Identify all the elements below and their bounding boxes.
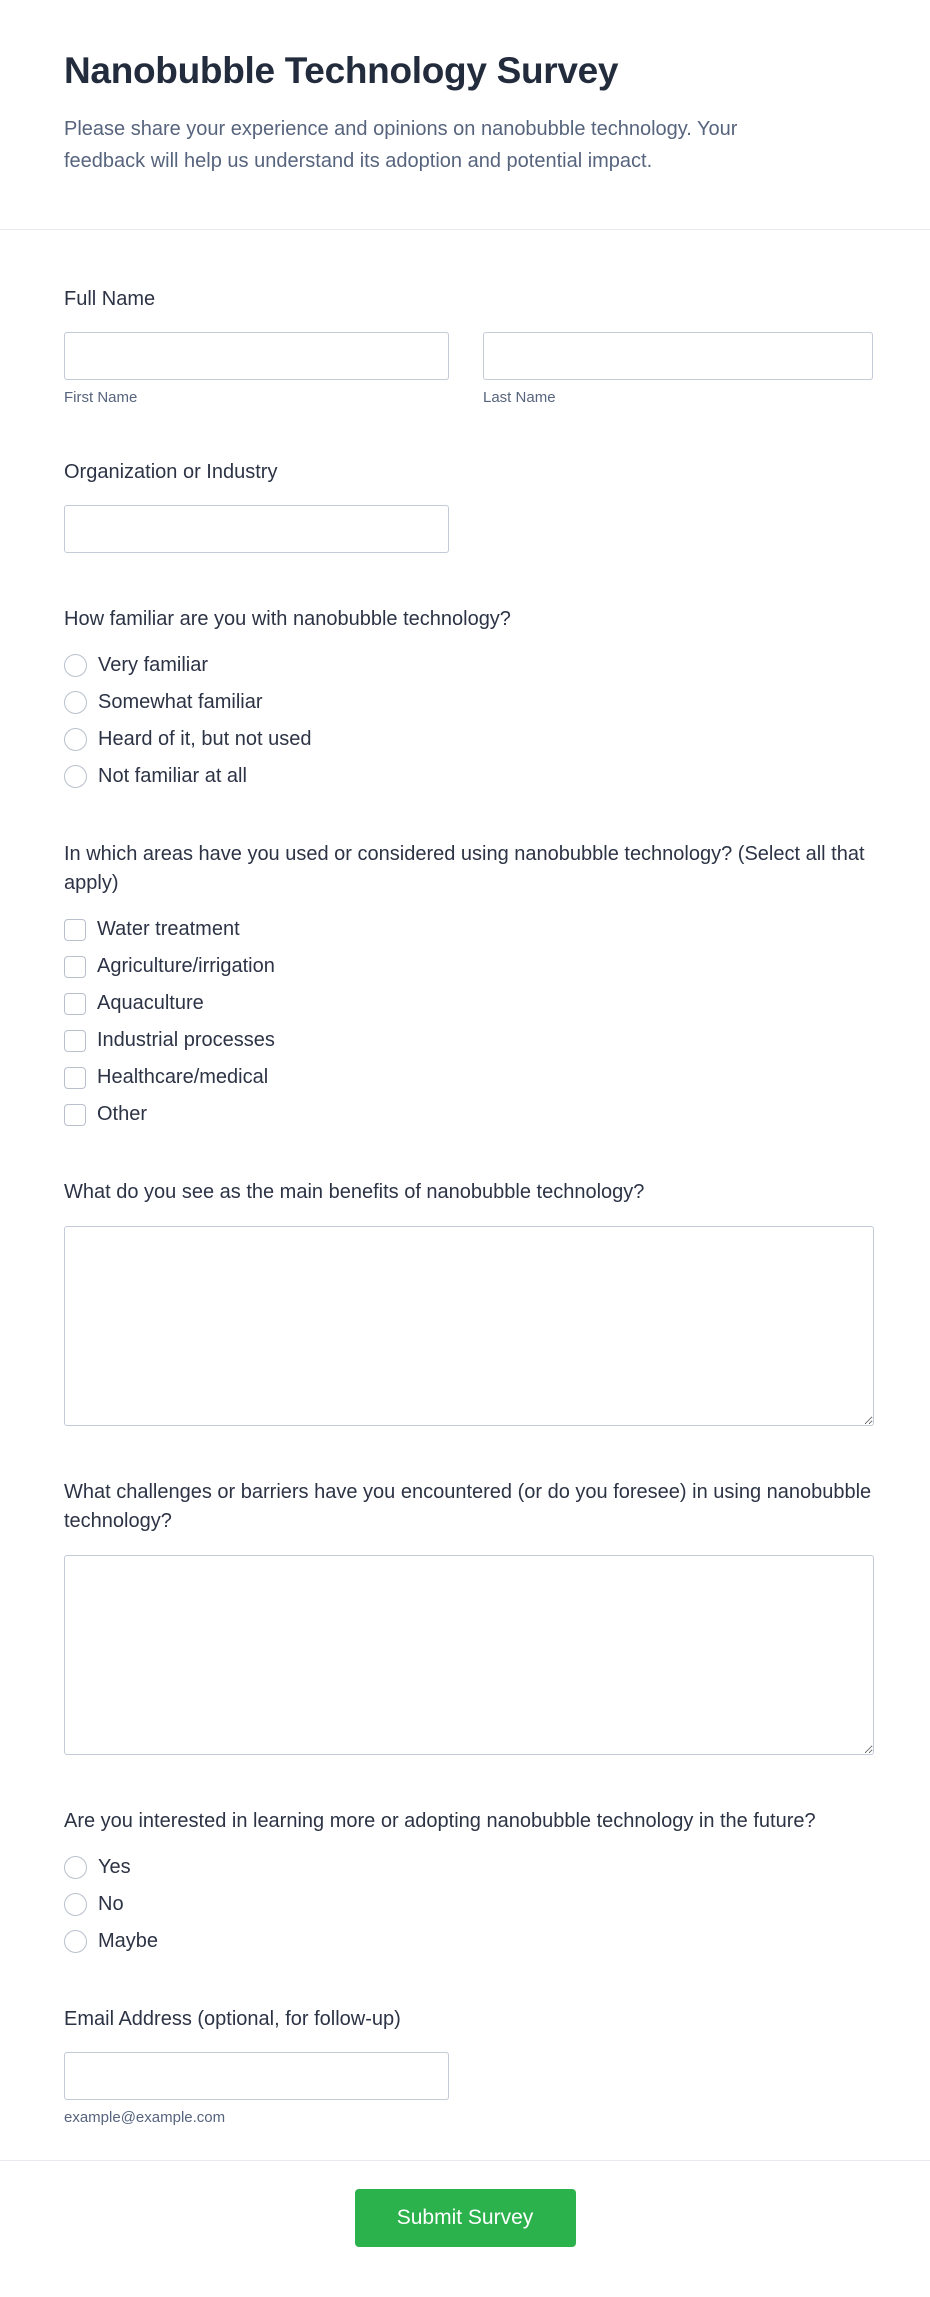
full-name-label: Full Name [64,288,156,311]
option-label: No [98,1893,124,1916]
radio-icon[interactable] [64,765,87,788]
radio-option-yes[interactable] [64,1856,874,1879]
option-label: Agriculture/irrigation [97,955,275,978]
areas-options [64,918,874,1126]
form-body [0,285,930,2126]
field-benefits [64,1178,874,1426]
field-organization [64,458,874,553]
checkbox-icon[interactable] [64,919,86,941]
checkbox-icon[interactable] [64,1030,86,1052]
field-challenges [64,1478,874,1755]
email-label: Email Address (optional, for follow-up) [64,2008,401,2031]
email-sublabel: example@example.com [64,2109,226,2127]
first-name-input[interactable] [64,332,449,380]
checkbox-icon[interactable] [64,993,86,1015]
email-input[interactable] [64,2052,449,2100]
option-label: Maybe [98,1930,159,1953]
option-label: Water treatment [97,918,240,941]
radio-icon[interactable] [64,691,87,714]
submit-area [0,2161,930,2297]
option-label: Industrial processes [97,1029,275,1052]
option-label: Very familiar [98,654,209,677]
first-name-group [64,332,449,406]
benefits-textarea[interactable] [64,1226,874,1426]
radio-icon[interactable] [64,728,87,751]
form-header [0,0,930,229]
checkbox-icon[interactable] [64,956,86,978]
checkbox-option-industrial[interactable] [64,1029,874,1052]
familiarity-label: How familiar are you with nanobubble technology? [64,608,511,631]
submit-button[interactable]: Submit Survey [355,2189,576,2247]
radio-icon[interactable] [64,1856,87,1879]
checkbox-option-other[interactable] [64,1103,874,1126]
checkbox-option-water-treatment[interactable] [64,918,874,941]
last-name-sublabel: Last Name [483,389,556,407]
challenges-textarea[interactable] [64,1555,874,1755]
organization-input[interactable] [64,505,449,553]
form-title: Nanobubble Technology Survey [64,50,619,91]
checkbox-option-agriculture[interactable] [64,955,874,978]
option-label: Heard of it, but not used [98,728,312,751]
radio-icon[interactable] [64,1893,87,1916]
radio-option-maybe[interactable] [64,1930,874,1953]
option-label: Healthcare/medical [97,1066,269,1089]
option-label: Other [97,1103,148,1126]
header-divider [0,229,930,230]
option-label: Aquaculture [97,992,204,1015]
option-label: Somewhat familiar [98,691,263,714]
field-familiarity [64,605,874,788]
checkbox-icon[interactable] [64,1067,86,1089]
option-label: Yes [98,1856,131,1879]
checkbox-icon[interactable] [64,1104,86,1126]
areas-label: In which areas have you used or considered using nanobubble technology? (Select all that apply) [64,843,865,895]
radio-icon[interactable] [64,654,87,677]
challenges-label: What challenges or barriers have you encountered (or do you foresee) in using nanobubble technology? [64,1481,872,1533]
field-interest [64,1807,874,1953]
field-full-name [64,285,874,406]
last-name-input[interactable] [483,332,873,380]
interest-options [64,1856,874,1953]
radio-option-no[interactable] [64,1893,874,1916]
radio-option-somewhat-familiar[interactable] [64,691,874,714]
radio-option-heard-not-used[interactable] [64,728,874,751]
option-label: Not familiar at all [98,765,247,788]
radio-option-not-familiar[interactable] [64,765,874,788]
radio-icon[interactable] [64,1930,87,1953]
form-subtitle: Please share your experience and opinions on nanobubble technology. Your feedback will help us understand its adoption and potential impact. [64,118,738,172]
benefits-label: What do you see as the main benefits of nanobubble technology? [64,1181,645,1204]
first-name-sublabel: First Name [64,389,138,407]
interest-label: Are you interested in learning more or adopting nanobubble technology in the future? [64,1810,816,1833]
last-name-group [483,332,873,406]
full-name-inputs [64,332,874,406]
field-areas [64,840,874,1126]
organization-label: Organization or Industry [64,461,278,484]
familiarity-options [64,654,874,788]
radio-option-very-familiar[interactable] [64,654,874,677]
checkbox-option-aquaculture[interactable] [64,992,874,1015]
field-email [64,2005,874,2126]
checkbox-option-healthcare[interactable] [64,1066,874,1089]
